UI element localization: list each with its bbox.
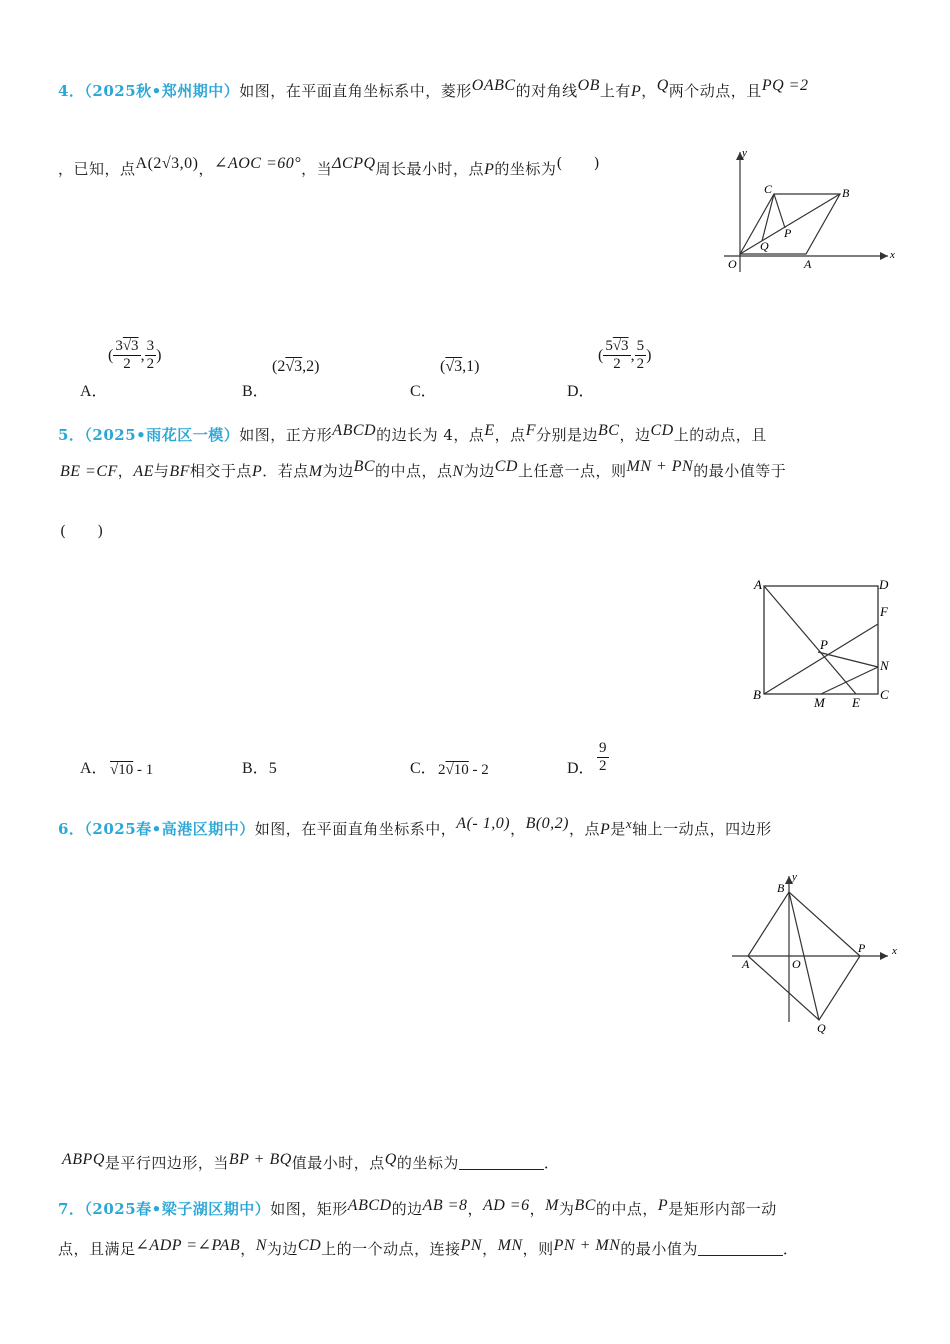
q6-line2: ABPQ是平行四边形，当BP + BQ值最小时，点Q的坐标为 ． <box>62 1151 560 1172</box>
label-p: P <box>784 226 792 240</box>
q5-option-d[interactable]: D． <box>567 760 595 777</box>
q4-option-a[interactable]: A． <box>80 383 108 400</box>
label-b: B <box>753 687 761 702</box>
x-arrow-icon <box>880 252 888 260</box>
q4-option-a-expr: ( $\frac{3√3}{2}$ , $\frac{3}{2}$ ) <box>108 338 162 372</box>
label-b: B <box>842 186 850 200</box>
q7-line2: 点，且满足∠ADP =∠PAB，N为边CD上的一个动点，连接PN，MN，则PN + MN的最小值为 ． <box>58 1237 799 1258</box>
q4-option-c-expr: (√3,1) <box>440 358 480 375</box>
q4-tag: 4．（2025秋•郑州期中） <box>58 82 240 100</box>
label-b: B <box>777 881 785 895</box>
q5-option-b[interactable]: B．5 <box>242 760 277 777</box>
q5-figure-square <box>748 572 898 712</box>
q5-answer-parens: ( ) <box>60 522 104 540</box>
q6-tag: 6．（2025春•高港区期中） <box>58 820 255 838</box>
q5-option-a-expr: √10 - 1 <box>110 762 154 778</box>
label-c: C <box>880 687 889 702</box>
q6-answer-blank[interactable] <box>459 1155 544 1170</box>
label-x: x <box>892 945 897 957</box>
label-a: A <box>804 257 812 271</box>
label-q: Q <box>817 1021 826 1035</box>
label-a: A <box>754 577 762 592</box>
q5-option-a[interactable]: A． <box>80 760 108 777</box>
q7-answer-blank[interactable] <box>698 1241 783 1256</box>
q4-option-b-expr: (2√3,2) <box>272 358 320 375</box>
label-y: y <box>792 871 797 883</box>
label-d: D <box>879 577 889 592</box>
label-p: P <box>858 941 866 955</box>
q4-line1: 4．（2025秋•郑州期中）如图，在平面直角坐标系中，菱形OABC的对角线OB上有P，Q两个动点，且PQ =2 <box>58 77 809 100</box>
segment-ae <box>764 586 856 694</box>
segment-mn <box>821 667 878 694</box>
diagonal-ob <box>740 194 840 254</box>
segment-bf <box>764 624 878 694</box>
q5-option-c-expr: 2√10 - 2 <box>438 762 489 778</box>
segment-cp <box>774 194 785 228</box>
x-arrow-icon <box>880 952 888 960</box>
label-o: O <box>728 257 737 271</box>
label-o: O <box>792 957 801 971</box>
q4-option-d[interactable]: D． <box>567 383 595 400</box>
label-a: A <box>742 957 750 971</box>
q4-option-c[interactable]: C． <box>410 383 437 400</box>
label-y: y <box>742 147 747 159</box>
q5-line2: BE =CF，AE与BF相交于点P．若点M为边BC的中点，点N为边CD上任意一点，则MN + PN的最小值等于 <box>60 458 787 480</box>
q5-tag: 5．（2025•雨花区一模） <box>58 426 240 444</box>
q4-figure-rhombus <box>718 146 898 276</box>
label-c: C <box>764 182 773 196</box>
label-f: F <box>880 604 888 619</box>
q5-option-d-expr: $\frac{9}{2}$ <box>599 740 607 774</box>
label-q: Q <box>760 239 769 253</box>
label-n: N <box>880 658 889 673</box>
label-p: P <box>820 637 828 652</box>
q7-line1: 7．（2025春•梁子湖区期中）如图，矩形ABCD的边AB =8，AD =6，M为BC的中点，P是矩形内部一动 <box>58 1197 777 1218</box>
q5-line1: 5．（2025•雨花区一模）如图，正方形ABCD的边长为 4，点E，点F分别是边BC，边CD上的动点，且 <box>58 422 767 444</box>
q7-tag: 7．（2025春•梁子湖区期中） <box>58 1200 271 1218</box>
label-x: x <box>890 249 895 261</box>
q6-line1: 6．（2025春•高港区期中）如图，在平面直角坐标系中，A(- 1,0)，B(0,2)，点P是x轴上一动点，四边形 <box>58 815 772 838</box>
q6-figure-parallelogram <box>728 870 898 1035</box>
q5-option-c[interactable]: C． <box>410 760 437 777</box>
label-e: E <box>852 695 860 710</box>
q4-line2: ，已知，点A(2√3,0)，∠AOC =60°，当ΔCPQ周长最小时，点P的坐标为( ) <box>58 154 601 178</box>
label-m: M <box>814 695 825 710</box>
segment-cq <box>762 194 774 241</box>
q4-option-d-expr: ( $\frac{5√3}{2}$ , $\frac{5}{2}$ ) <box>598 338 652 372</box>
q4-option-b[interactable]: B． <box>242 383 269 400</box>
